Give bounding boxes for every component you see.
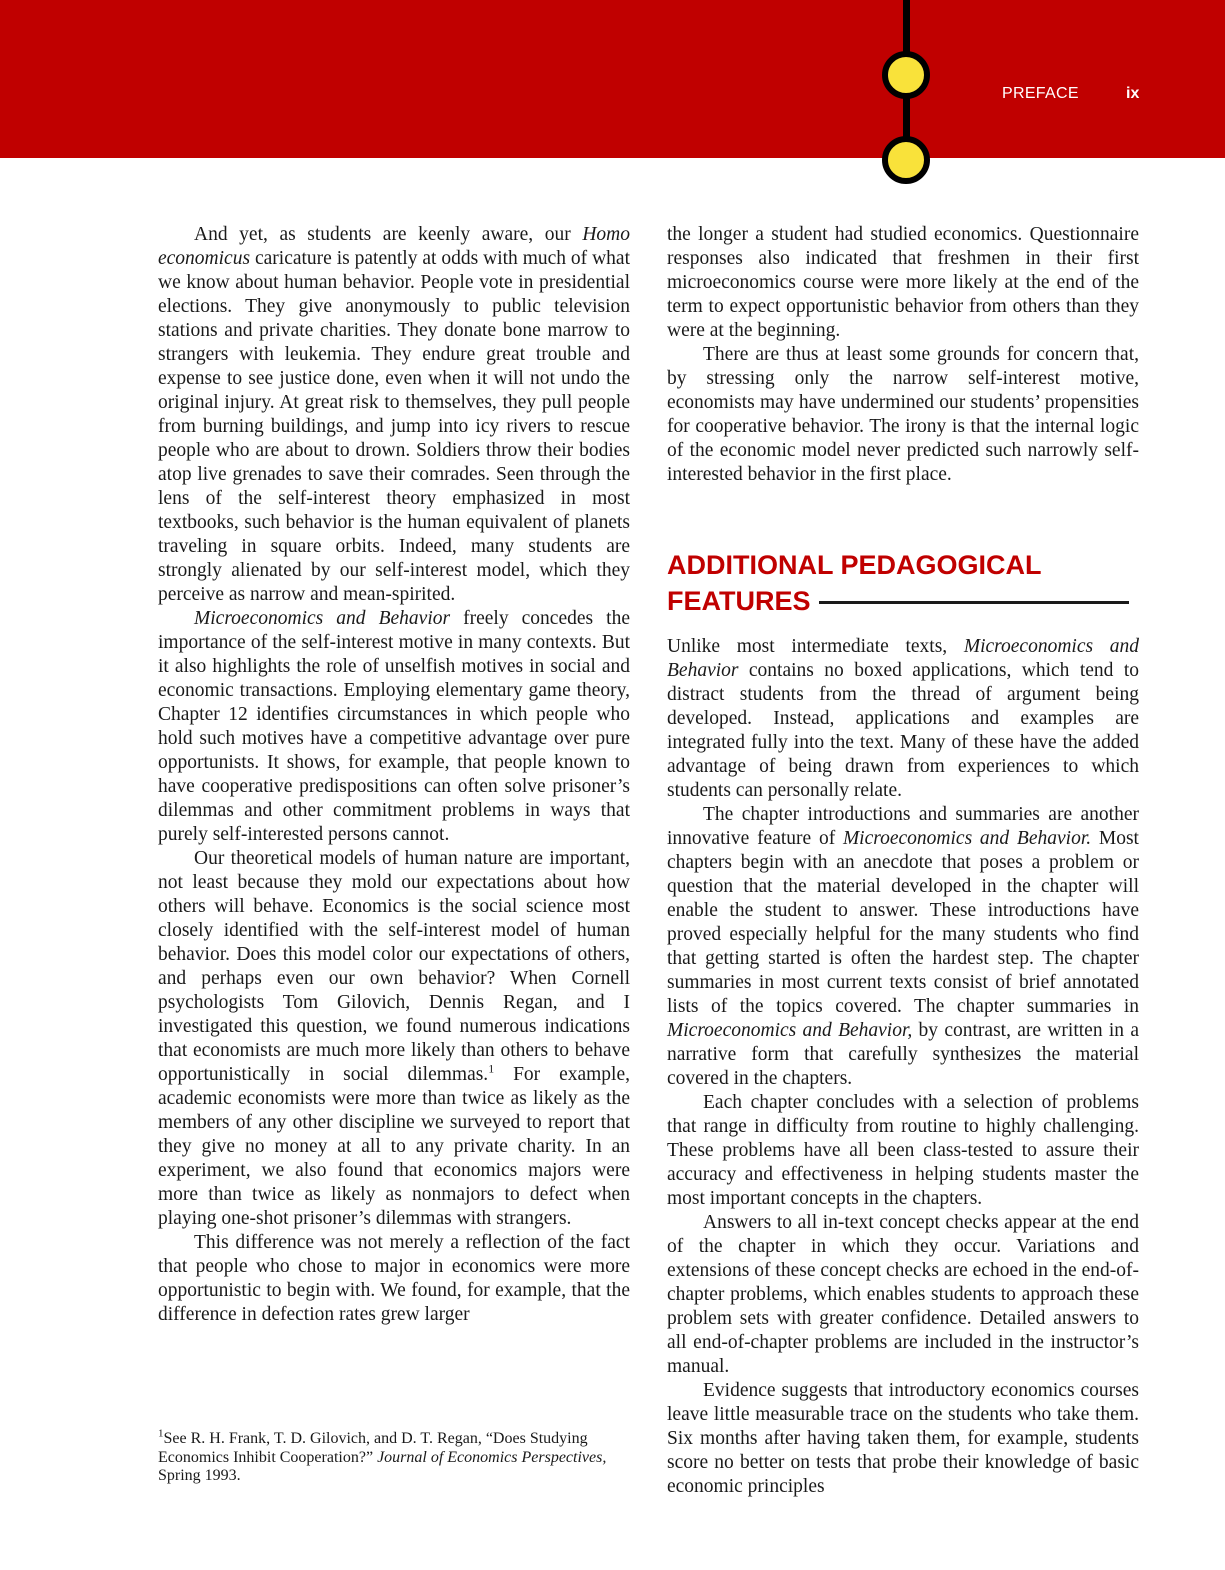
italic-text: Microeconomics and Behavior (194, 608, 451, 629)
italic-text: Homo economicus (158, 224, 630, 269)
text-run: There are thus at least some grounds for concern that, by stressing only the narrow self-interest motive, economists may have undermined our students’ propensities for cooperative behavior. The irony is that the internal logic of the economic model never predicted such narrowly self-interested behavior in the first place. (667, 344, 1139, 485)
text-run: Answers to all in-text concept checks appear at the end of the chapter in which they occur. Variations and extensions of these concept checks are echoed in the end-of-chapter problems, which enables students to approach these problem sets with greater confidence. Detailed answers to all end-of-chapter problems are included in the instructor’s manual. (667, 1212, 1139, 1377)
footnote (158, 1427, 630, 1486)
text-run: by contrast, are written in a narrative form that carefully synthesizes the material covered in the chapters. (667, 1020, 1139, 1089)
paragraph (667, 635, 1139, 803)
text-run: See R. H. Frank, T. D. Gilovich, and D. T. Regan, “Does Studying Economics Inhibit Cooperation?” (158, 1430, 588, 1466)
timeline-node-top (885, 54, 927, 96)
italic-text: Microeconomics and Behavior. (842, 828, 1092, 849)
footnote-marker: 1 (158, 1427, 164, 1440)
text-run: Evidence suggests that introductory economics courses leave little measurable trace on the students who take them. Six months after having taken them, for example, students score no better on tests that probe their knowledge of basic economic principles (667, 1380, 1139, 1497)
text-run: And yet, as students are keenly aware, our (194, 224, 583, 245)
left-column (158, 223, 630, 1327)
right-column (667, 223, 1139, 1499)
section-heading-line-1: ADDITIONAL PEDAGOGICAL (667, 550, 1042, 580)
text-run: freely concedes the importance of the self-interest motive in many contexts. But it also highlights the role of unselfish motives in social and economic transactions. Employing elementary game theory, Chapter 12 identifies circumstances in which people who hold such motives have a competitive advantage over pure opportunists. It shows, for example, that people known to have cooperative predispositions can often solve prisoner’s dilemmas and other commitment problems in ways that purely self-interested persons cannot. (158, 608, 630, 845)
paragraph (667, 343, 1139, 487)
page-number: ix (1126, 85, 1140, 102)
paragraph (667, 1379, 1139, 1499)
running-head: PREFACE (1002, 85, 1079, 102)
text-run: Unlike most intermediate texts, (667, 636, 964, 657)
heading-rule (819, 601, 1129, 604)
paragraph (158, 607, 630, 847)
italic-text: Journal of Economics Perspectives, (377, 1448, 607, 1466)
timeline-node-bottom (885, 139, 927, 181)
section-heading-line-2: FEATURES (667, 586, 811, 616)
paragraph (158, 223, 630, 607)
text-run: Each chapter concludes with a selection of problems that range in difficulty from routine to highly challenging. These problems have all been class-tested to assure their accuracy and effectiveness in helping students master the most important concepts in the chapters. (667, 1092, 1139, 1209)
text-run: Our theoretical models of human nature are important, not least because they mold our expectations about how others will behave. Economics is the social science most closely identified with the self-interest model of human behavior. Does this model color our expectations of others, and perhaps even our own behavior? When Cornell psychologists Tom Gilovich, Dennis Regan, and I investigated this question, we found numerous indications that economists are much more likely than others to behave opportunistically in social dilemmas. (158, 848, 630, 1085)
footnote-marker: 1 (488, 1061, 495, 1076)
paragraph (158, 1231, 630, 1327)
paragraph (667, 223, 1139, 343)
paragraph (667, 1091, 1139, 1211)
text-run: the longer a student had studied economics. Questionnaire responses also indicated that freshmen in their first microeconomics course were more likely at the end of the term to expect opportunistic behavior from others than they were at the beginning. (667, 224, 1139, 341)
italic-text: Microeconomics and Behavior (667, 636, 1139, 681)
text-run: For example, academic economists were more than twice as likely as the members of any other discipline we surveyed to report that they give no money at all to any private charity. In an experiment, we also found that economics majors were more than twice as likely as nonmajors to defect when playing one-shot prisoner’s dilemmas with strangers. (158, 1064, 630, 1229)
paragraph (667, 1211, 1139, 1379)
italic-text: Microeconomics and Behavior, (667, 1020, 913, 1041)
paragraph (158, 847, 630, 1231)
text-run: This difference was not merely a reflection of the fact that people who chose to major in economics were more opportunistic to begin with. We found, for example, that the difference in defection rates grew larger (158, 1232, 630, 1325)
paragraph (667, 803, 1139, 1091)
section-heading (667, 547, 1139, 619)
text-run: Spring 1993. (158, 1467, 241, 1484)
text-run: contains no boxed applications, which tend to distract students from the thread of argument being developed. Instead, applications and examples are integrated fully into the text. Many of these have the added advantage of being drawn from experiences to which students can personally relate. (667, 660, 1139, 801)
text-run: The chapter introductions and summaries are another innovative feature of (667, 804, 1139, 849)
text-run: Most chapters begin with an anecdote that poses a problem or question that the material developed in the chapter will enable the student to answer. These introductions have proved especially helpful for the many students who find that getting started is often the hardest step. The chapter summaries in most current texts consist of brief annotated lists of the topics covered. The chapter summaries in (667, 828, 1139, 1017)
text-run: caricature is patently at odds with much of what we know about human behavior. People vote in presidential elections. They give anonymously to public television stations and private charities. They donate bone marrow to strangers with leukemia. They endure great trouble and expense to see justice done, even when it will not undo the original injury. At great risk to themselves, they pull people from burning buildings, and jump into icy rivers to rescue people who are about to drown. Soldiers throw their bodies atop live grenades to save their comrades. Seen through the lens of the self-interest theory emphasized in most textbooks, such behavior is the human equivalent of planets traveling in square orbits. Indeed, many students are strongly alienated by our self-interest model, which they perceive as narrow and mean-spirited. (158, 248, 630, 605)
